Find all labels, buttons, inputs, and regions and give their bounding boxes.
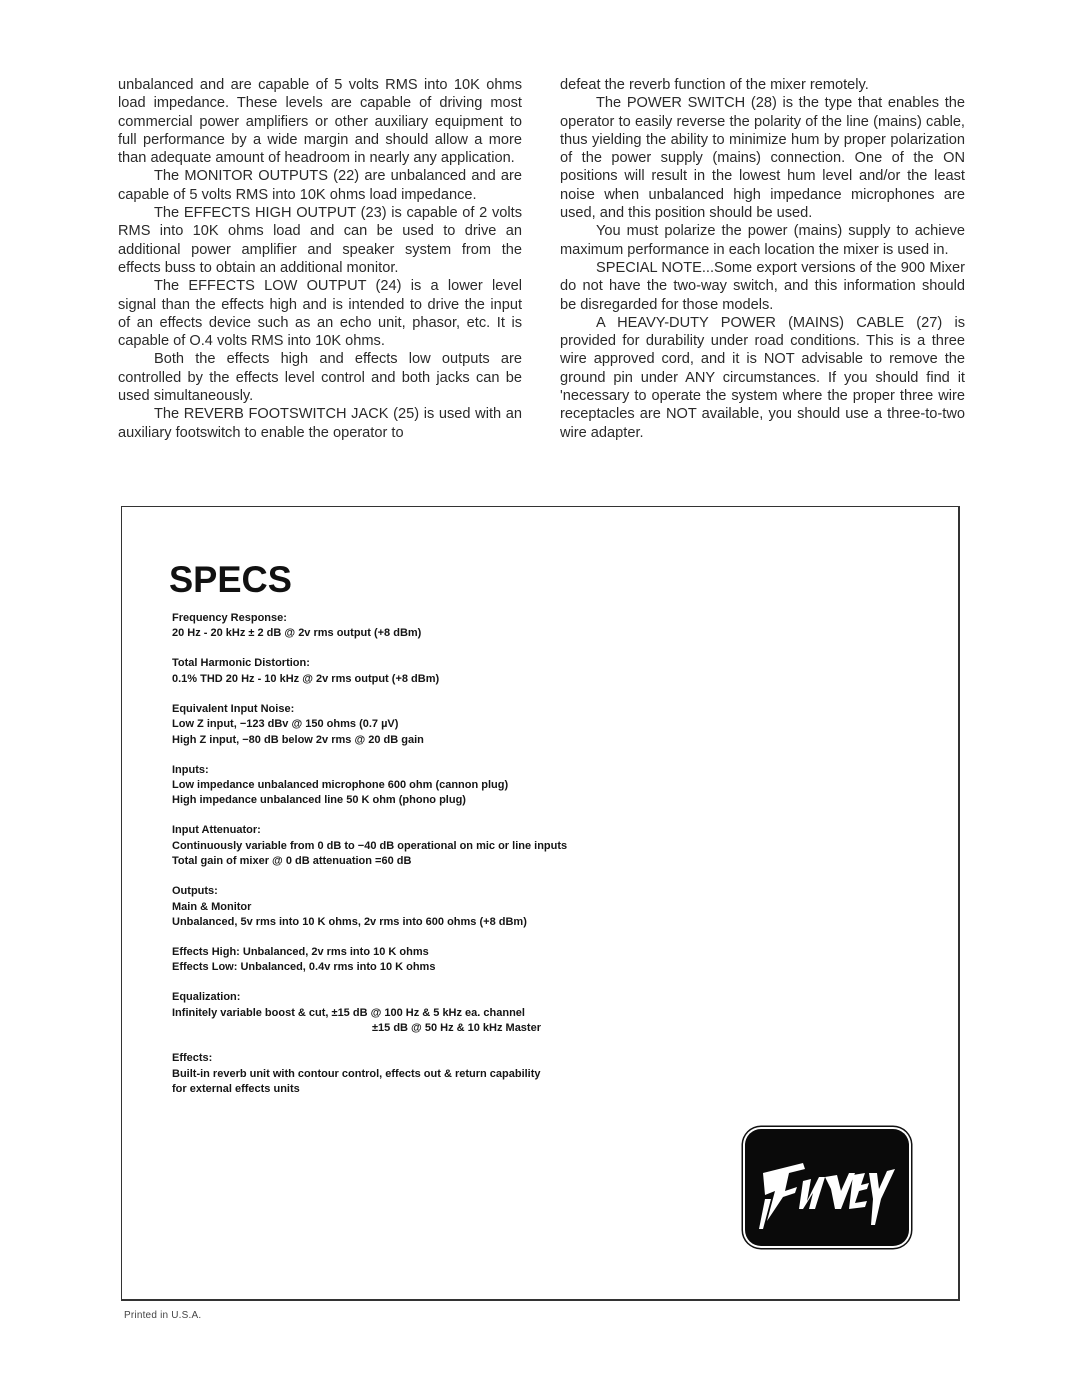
spec-line: Unbalanced, 5v rms into 10 K ohms, 2v rms into 600 ohms (+8 dBm): [172, 916, 527, 929]
spec-item: [172, 823, 792, 869]
spec-line: Built-in reverb unit with contour control, effects out & return capability: [172, 1067, 541, 1080]
spec-heading: Inputs:: [172, 763, 209, 776]
spec-heading: Outputs:: [172, 885, 218, 898]
paragraph: unbalanced and are capable of 5 volts RMS into 10K ohms load impedance. These levels are capable of driving most commercial power amplifiers or other auxiliary equipment to full performance by a wide margin and should allow a more than adequate amount of headroom in nearly any application.: [118, 77, 522, 167]
spec-line: for external effects units: [172, 1083, 300, 1096]
peavey-logo-icon: [745, 1129, 909, 1246]
paragraph: SPECIAL NOTE...Some export versions of the 900 Mixer do not have the two-way switch, and this information should be disregarded for those models.: [560, 259, 965, 313]
spec-item: [172, 884, 792, 930]
spec-heading: Total Harmonic Distortion:: [172, 657, 310, 670]
left-text-column: [118, 76, 522, 442]
paragraph: Both the effects high and effects low outputs are controlled by the effects level control and both jacks can be used simultaneously.: [118, 351, 522, 405]
spec-line: Infinitely variable boost & cut, ±15 dB @ 100 Hz & 5 kHz ea. channel: [172, 1006, 525, 1019]
spec-line: High impedance unbalanced line 50 K ohm (phono plug): [172, 794, 466, 807]
spec-line: High Z input, −80 dB below 2v rms @ 20 dB gain: [172, 733, 424, 746]
specs-list: [172, 611, 792, 1112]
spec-line: Low Z input, −123 dBv @ 150 ohms (0.7 µV): [172, 718, 399, 731]
spec-item: [172, 1051, 792, 1097]
right-text-column: [560, 76, 965, 442]
spec-line: Effects Low: Unbalanced, 0.4v rms into 10 K ohms: [172, 961, 436, 974]
paragraph: The REVERB FOOTSWITCH JACK (25) is used with an auxiliary footswitch to enable the operator to: [118, 406, 522, 441]
spec-item: [172, 702, 792, 748]
spec-item: [172, 611, 792, 642]
specs-box: [121, 506, 960, 1301]
spec-line: ±15 dB @ 50 Hz & 10 kHz Master: [372, 1022, 541, 1035]
spec-line: Main & Monitor: [172, 900, 252, 913]
spec-item: [172, 990, 792, 1036]
spec-line: Low impedance unbalanced microphone 600 ohm (cannon plug): [172, 779, 509, 792]
spec-heading: Effects:: [172, 1052, 213, 1065]
paragraph: The EFFECTS HIGH OUTPUT (23) is capable of 2 volts RMS into 10K ohms load and can be used to drive an additional power amplifier and speaker system from the effects buss to obtain an additional monitor.: [118, 205, 522, 276]
paragraph: defeat the reverb function of the mixer remotely.: [560, 77, 869, 93]
spec-item: [172, 763, 792, 809]
spec-line: 20 Hz - 20 kHz ± 2 dB @ 2v rms output (+8 dBm): [172, 627, 422, 640]
paragraph: The MONITOR OUTPUTS (22) are unbalanced and are capable of 5 volts RMS into 10K ohms load impedance.: [118, 168, 522, 203]
spec-heading: Frequency Response:: [172, 612, 287, 624]
spec-heading: Equalization:: [172, 991, 241, 1004]
spec-line: Continuously variable from 0 dB to −40 dB operational on mic or line inputs: [172, 839, 568, 852]
spec-heading: Effects High: Unbalanced, 2v rms into 10 K ohms: [172, 946, 429, 959]
specs-title: SPECS: [169, 559, 292, 600]
printed-in-usa: Printed in U.S.A.: [124, 1310, 202, 1321]
spec-line: Total gain of mixer @ 0 dB attenuation =60 dB: [172, 855, 412, 868]
paragraph: The POWER SWITCH (28) is the type that enables the operator to easily reverse the polarity of the line (mains) cable, thus yielding the ability to minimize hum by proper polarization of the power supply (mains) connection. One of the ON positions will result in the lowest hum level and/or the least noise when unbalanced high impedance microphones are used, and this position should be used.: [560, 95, 965, 222]
spec-heading: Input Attenuator:: [172, 824, 261, 837]
paragraph: A HEAVY-DUTY POWER (MAINS) CABLE (27) is provided for durability under road conditions. This is a three wire approved cord, and it is NOT advisable to remove the ground pin under ANY circumstances. If you should find it 'necessary to operate the system where the proper three wire receptacles are NOT available, you should use a three-to-two wire adapter.: [560, 314, 965, 441]
paragraph: The EFFECTS LOW OUTPUT (24) is a lower level signal than the effects high and is intended to drive the input of an effects device such as an echo unit, phasor, etc. It is capable of O.4 volts RMS into 10K ohms.: [118, 278, 522, 350]
peavey-logo: [745, 1129, 909, 1246]
spec-line: 0.1% THD 20 Hz - 10 kHz @ 2v rms output (+8 dBm): [172, 672, 440, 685]
spec-item: [172, 656, 792, 687]
spec-item: [172, 945, 792, 976]
paragraph: You must polarize the power (mains) supply to achieve maximum performance in each location the mixer is used in.: [560, 223, 965, 258]
spec-heading: Equivalent Input Noise:: [172, 702, 295, 715]
